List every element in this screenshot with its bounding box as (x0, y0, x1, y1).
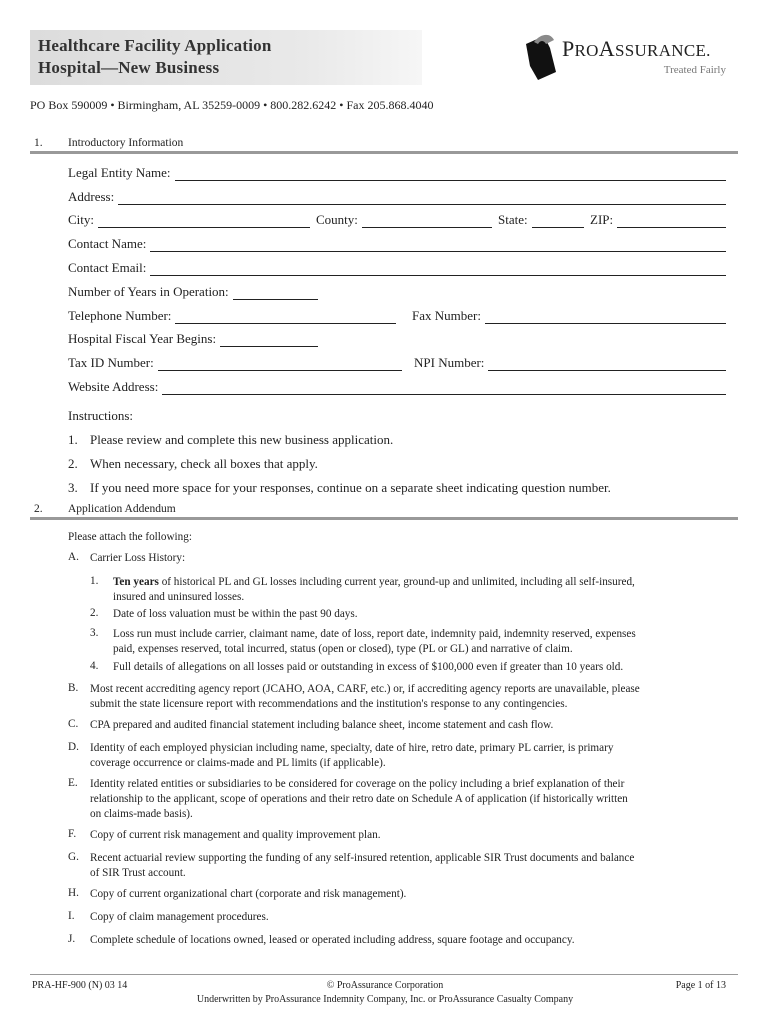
county-field[interactable]: County: (316, 210, 492, 228)
form-title: Healthcare Facility Application (38, 36, 272, 55)
item-marker: E. (68, 777, 78, 789)
item-text: CPA prepared and audited financial statement including balance sheet, income statement and cash flow. (90, 719, 554, 731)
brand-tagline: Treated Fairly (663, 64, 726, 76)
city-field[interactable]: City: (68, 210, 310, 228)
item-text: Complete schedule of locations owned, leased or operated including address, square footage and occupancy. (90, 934, 575, 946)
npi-number-field[interactable]: NPI Number: (414, 353, 726, 371)
fax-number-field[interactable]: Fax Number: (412, 306, 726, 324)
years-in-operation-field[interactable]: Number of Years in Operation: (68, 282, 318, 300)
instruction-text: Please review and complete this new business application. (90, 432, 394, 447)
contact-email-field[interactable]: Contact Email: (68, 258, 726, 276)
address-field[interactable]: Address: (68, 187, 726, 205)
subitem-number: 3. (90, 627, 99, 639)
subitem-text-continued: paid, expenses reserved, total incurred, status (open or closed), type (PL or GL) and narrative of claim. (113, 643, 573, 655)
item-text: Carrier Loss History: (90, 552, 186, 564)
section-title: Introductory Information (68, 137, 184, 149)
page-number: Page 1 of 13 (675, 980, 726, 991)
instruction-number: 3. (68, 480, 78, 495)
subitem-number: 4. (90, 660, 99, 672)
attachments-intro: Please attach the following: (68, 531, 192, 543)
item-marker: I. (68, 910, 75, 922)
zip-field[interactable]: ZIP: (590, 210, 726, 228)
instruction-text: When necessary, check all boxes that apply. (90, 456, 318, 471)
tax-id-number-field[interactable]: Tax ID Number: (68, 353, 402, 371)
item-marker: C. (68, 718, 79, 730)
brand-name: PROASSURANCE. (562, 36, 711, 61)
legal-entity-name-field[interactable]: Legal Entity Name: (68, 163, 726, 181)
section-title: Application Addendum (68, 503, 176, 515)
item-text-continued: submit the state licensure report with recommendations and the institution's response to any contingencies. (90, 698, 568, 710)
subitem-text: Loss run must include carrier, claimant name, date of loss, report date, indemnity paid, indemnity reserved, expenses (113, 628, 636, 640)
item-marker: F. (68, 828, 77, 840)
footer-divider (30, 974, 738, 975)
item-marker: J. (68, 933, 76, 945)
item-marker: D. (68, 741, 79, 753)
company-address: PO Box 590009 • Birmingham, AL 35259-0009 • 800.282.6242 • Fax 205.868.4040 (30, 98, 434, 112)
subitem-text: Ten years of historical PL and GL losses including current year, ground-up and unlimited, including all self-insured, (113, 576, 635, 588)
footer-copyright: © ProAssurance Corporation (326, 980, 444, 991)
website-address-field[interactable]: Website Address: (68, 377, 726, 395)
instruction-text: If you need more space for your responses, continue on a separate sheet indicating question number. (90, 480, 611, 495)
instructions-title: Instructions: (68, 408, 133, 423)
subitem-number: 1. (90, 575, 99, 587)
section-number: 2. (34, 503, 43, 515)
item-marker: H. (68, 887, 79, 899)
item-text: Copy of claim management procedures. (90, 911, 269, 923)
item-text: Copy of current risk management and quality improvement plan. (90, 829, 381, 841)
section-divider (30, 517, 738, 520)
contact-name-field[interactable]: Contact Name: (68, 234, 726, 252)
item-marker: G. (68, 851, 79, 863)
item-text: Recent actuarial review supporting the funding of any self-insured retention, applicable SIR Trust documents and balance (90, 852, 635, 864)
item-marker: A. (68, 551, 79, 563)
item-text: Identity related entities or subsidiaries to be considered for coverage on the policy including a brief explanation of their (90, 778, 625, 790)
subitem-text: Full details of allegations on all losses paid or outstanding in excess of $100,000 even if greater than 10 years old. (113, 661, 624, 673)
form-id: PRA-HF-900 (N) 03 14 (32, 980, 128, 991)
fiscal-year-begins-field[interactable]: Hospital Fiscal Year Begins: (68, 329, 318, 347)
item-text-continued: relationship to the applicant, scope of operations and their retro date on Schedule A of application (if historically written (90, 793, 628, 805)
item-text: Identity of each employed physician including name, specialty, date of hire, retro date, primary PL carrier, is primary (90, 742, 614, 754)
subitem-text: Date of loss valuation must be within the past 90 days. (113, 608, 358, 620)
instruction-number: 1. (68, 432, 78, 447)
item-text-continued: coverage occurrence or claims-made and PL limits (if applicable). (90, 757, 386, 769)
item-text: Copy of current organizational chart (corporate and risk management). (90, 888, 407, 900)
item-marker: B. (68, 682, 79, 694)
item-text-continued: of SIR Trust account. (90, 867, 186, 879)
item-text: Most recent accrediting agency report (JCAHO, AOA, CARF, etc.) or, if accrediting agency reports are unavailable, please (90, 683, 640, 695)
footer-underwritten: Underwritten by ProAssurance Indemnity Company, Inc. or ProAssurance Casualty Company (196, 994, 574, 1005)
section-number: 1. (34, 137, 43, 149)
telephone-number-field[interactable]: Telephone Number: (68, 306, 396, 324)
item-text-continued: on claims-made basis). (90, 808, 193, 820)
subitem-text-continued: insured and uninsured losses. (113, 591, 245, 603)
state-field[interactable]: State: (498, 210, 584, 228)
section-divider (30, 151, 738, 154)
form-subtitle: Hospital—New Business (38, 58, 220, 77)
subitem-number: 2. (90, 607, 99, 619)
instruction-number: 2. (68, 456, 78, 471)
proassurance-logo-icon (520, 30, 558, 80)
